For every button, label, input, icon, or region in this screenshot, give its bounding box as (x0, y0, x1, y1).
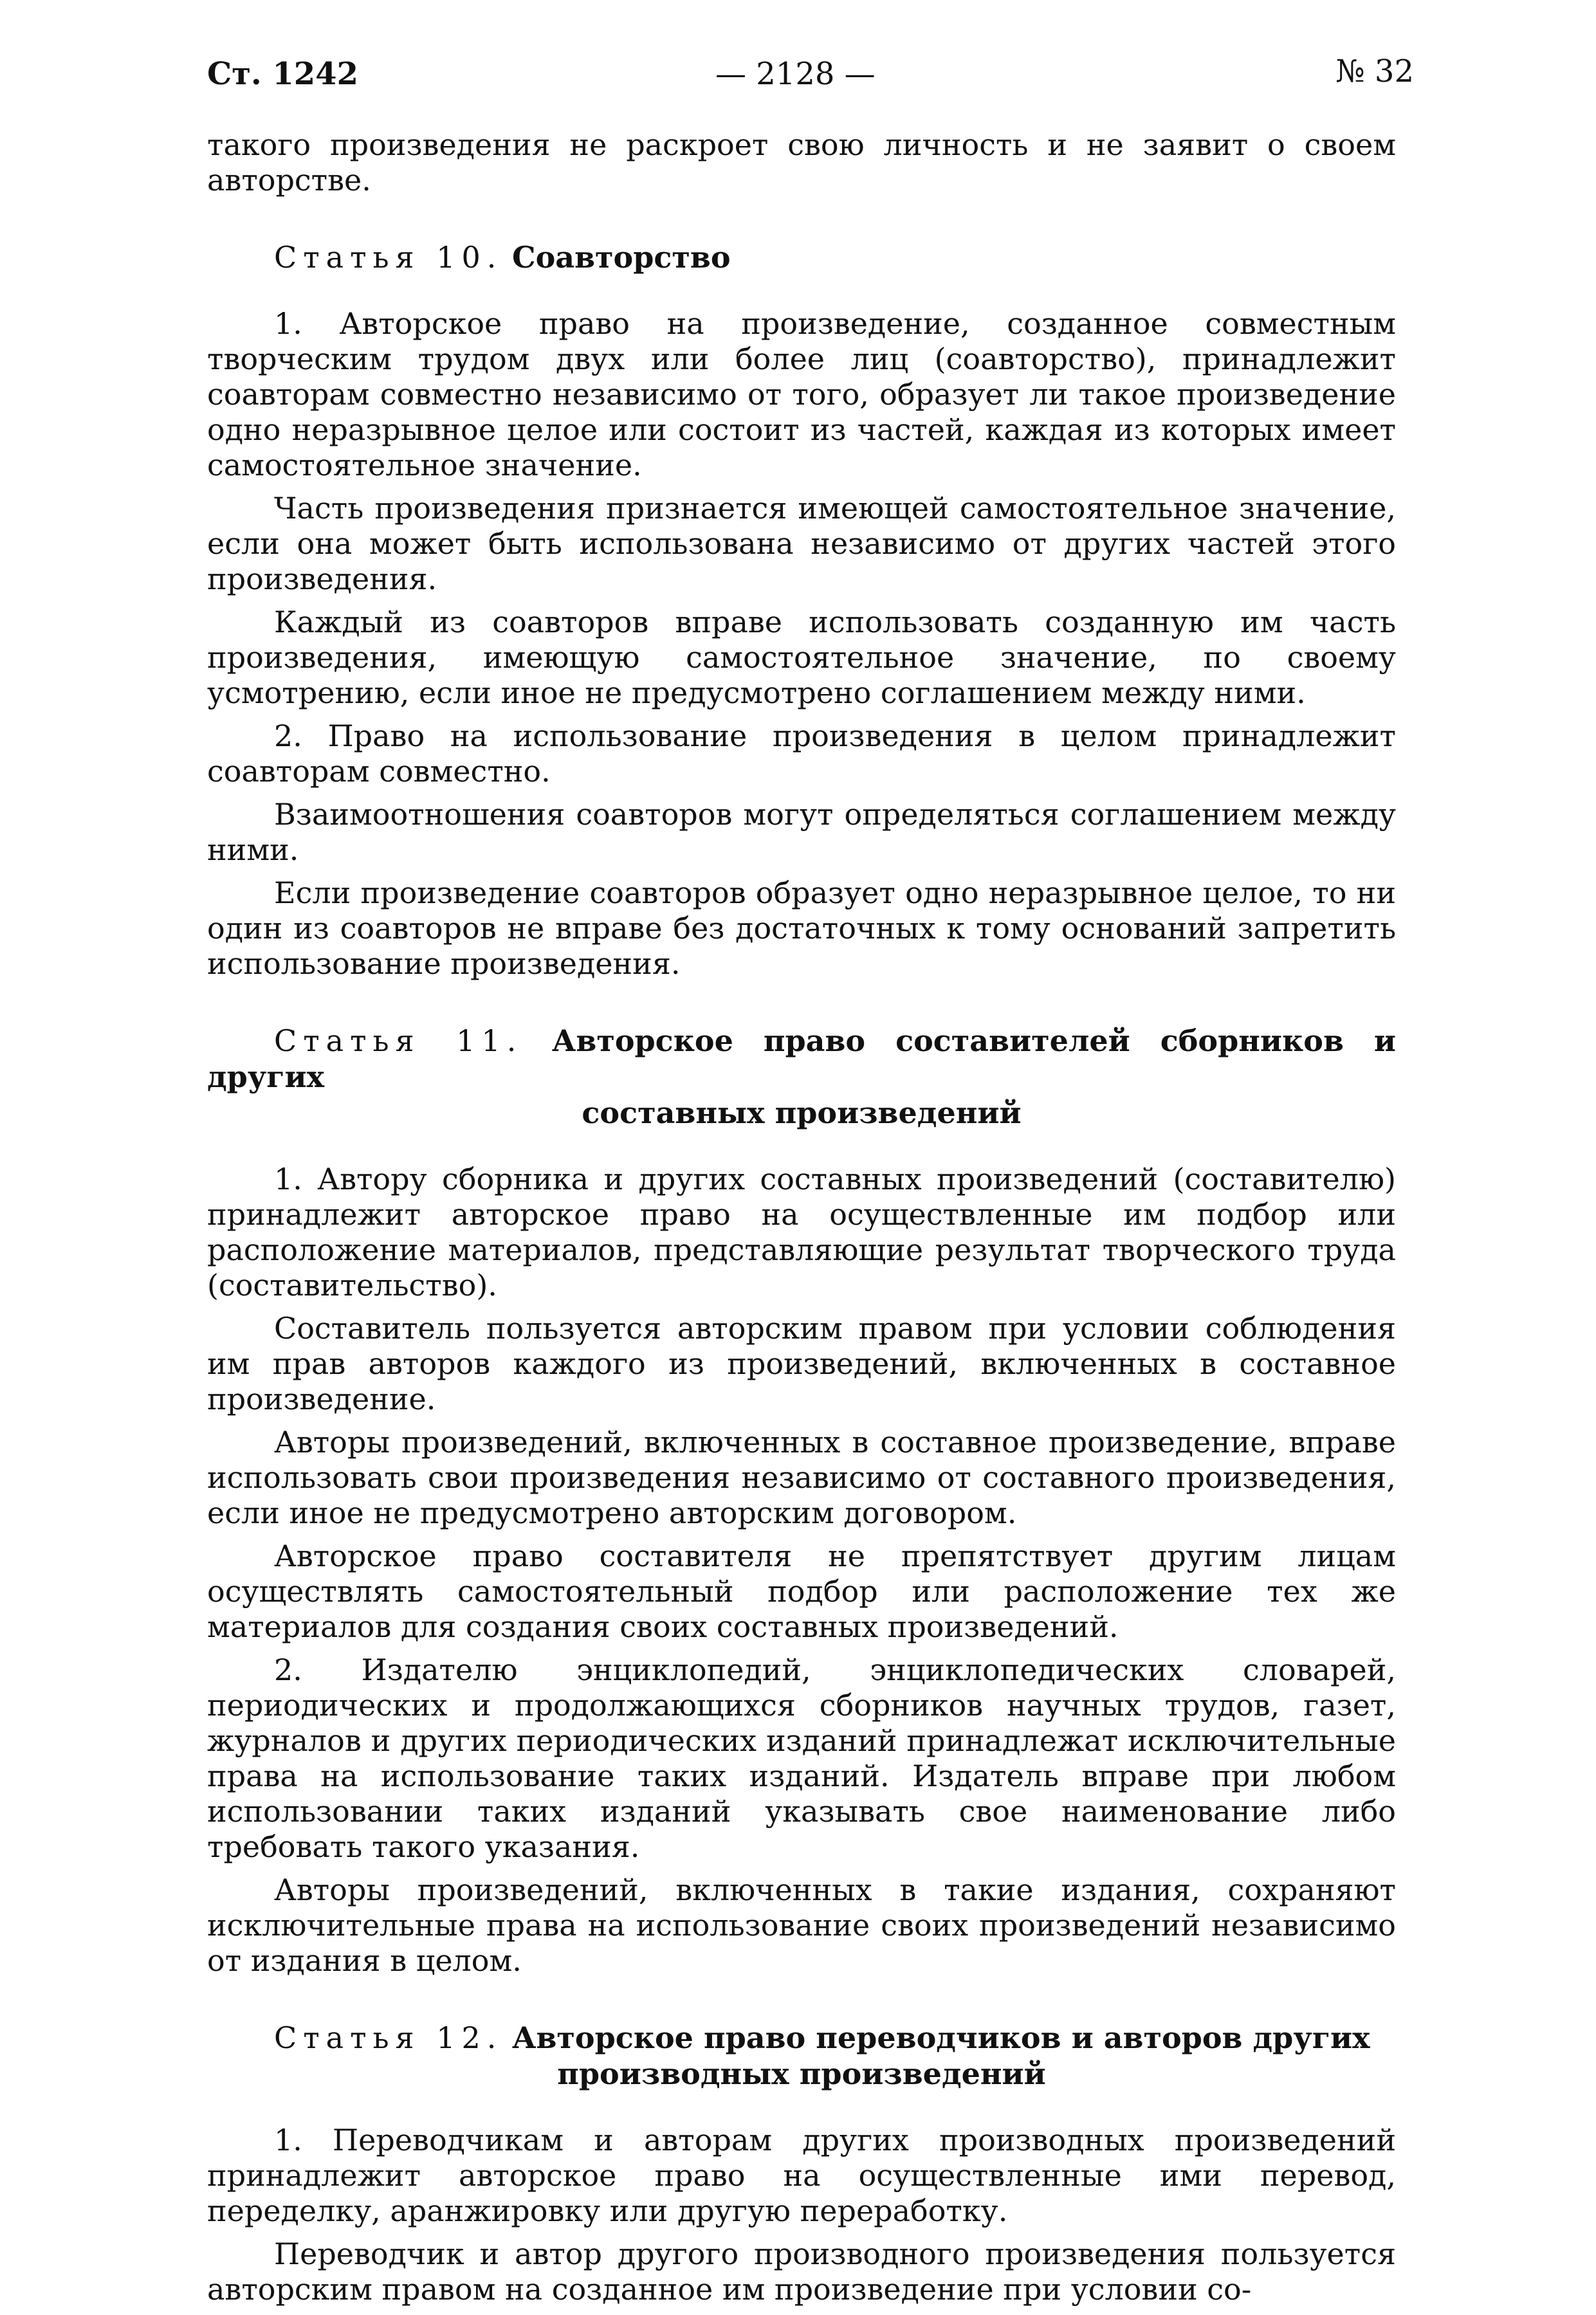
article-10-paragraph: 1. Авторское право на произведение, созданное совместным творческим трудом двух или более лиц (соавторство), принадлежит соавторам совместно независимо от того, образует ли такое произведение одно неразрывное целое или состоит из частей, каждая из которых имеет самостоятельное значение. (207, 306, 1396, 482)
intro-paragraph: такого произведения не раскроет свою личность и не заявит о своем авторстве. (207, 127, 1396, 197)
article-12-title: Авторское право переводчиков и авторов других (511, 2020, 1370, 2055)
article-12-label: Статья 12. (274, 2020, 503, 2055)
article-10-heading (207, 239, 1396, 275)
article-11-title-continued: составных произведений (582, 1095, 1022, 1130)
page-number: — 2128 — (715, 56, 876, 92)
article-10-paragraph: 2. Право на использование произведения в целом принадлежит соавторам совместно. (207, 718, 1396, 789)
article-11-paragraph: Авторское право составителя не препятствует другим лицам осуществлять самостоятельный подбор или расположение тех же материалов для создания своих составных произведений. (207, 1539, 1396, 1644)
article-11-paragraph: Авторы произведений, включенных в такие издания, сохраняют исключительные права на использование своих произведений независимо от издания в целом. (207, 1872, 1396, 1978)
article-11-heading (207, 1023, 1396, 1131)
article-10-label: Статья 10. (274, 240, 503, 275)
article-10-title: Соавторство (511, 240, 731, 275)
article-12-paragraph: 1. Переводчикам и авторам других производных произведений принадлежит авторское право на осуществленные ими перевод, переделку, аранжировку или другую переработку. (207, 2123, 1396, 2228)
article-12-title-continued: производных произведений (557, 2056, 1046, 2091)
document-page (207, 0, 1414, 2307)
article-11-paragraph: Авторы произведений, включенных в составное произведение, вправе использовать свои произведения независимо от составного произведения, если иное не предусмотрено авторским договором. (207, 1425, 1396, 1530)
article-11-title: Авторское право составителей сборников и других (207, 1023, 1397, 1094)
article-12-paragraph: Переводчик и автор другого производного произведения пользуется авторским правом на созданное им произведение при условии со- (207, 2237, 1396, 2307)
article-11-paragraph: Составитель пользуется авторским правом при условии соблюдения им прав авторов каждого из произведений, включенных в составное произведение. (207, 1311, 1396, 1416)
article-10-paragraph: Каждый из соавторов вправе использовать созданную им часть произведения, имеющую самостоятельное значение, по своему усмотрению, если иное не предусмотрено соглашением между ними. (207, 605, 1396, 710)
document-body (207, 127, 1396, 2315)
issue-number: № 32 (1335, 53, 1414, 89)
article-11-paragraph: 1. Автору сборника и других составных произведений (составителю) принадлежит авторское право на осуществленные им подбор или расположение материалов, представляющие результат творческого труда (составительство). (207, 1162, 1396, 1303)
article-12-heading (207, 2020, 1396, 2092)
article-10-paragraph: Часть произведения признается имеющей самостоятельное значение, если она может быть использована независимо от других частей этого произведения. (207, 491, 1396, 596)
article-10-paragraph: Взаимоотношения соавторов могут определяться соглашением между ними. (207, 797, 1396, 867)
article-11-label: Статья 11. (274, 1023, 523, 1058)
article-11-paragraph: 2. Издателю энциклопедий, энциклопедических словарей, периодических и продолжающихся сборников научных трудов, газет, журналов и других периодических изданий принадлежат исключительные права на использование таких изданий. Издатель вправе при любом использовании таких изданий указывать свое наименование либо требовать такого указания. (207, 1652, 1396, 1864)
article-10-paragraph: Если произведение соавторов образует одно неразрывное целое, то ни один из соавторов не вправе без достаточных к тому оснований запретить использование произведения. (207, 875, 1396, 981)
page-header (207, 53, 1414, 102)
article-reference: Ст. 1242 (207, 56, 358, 92)
